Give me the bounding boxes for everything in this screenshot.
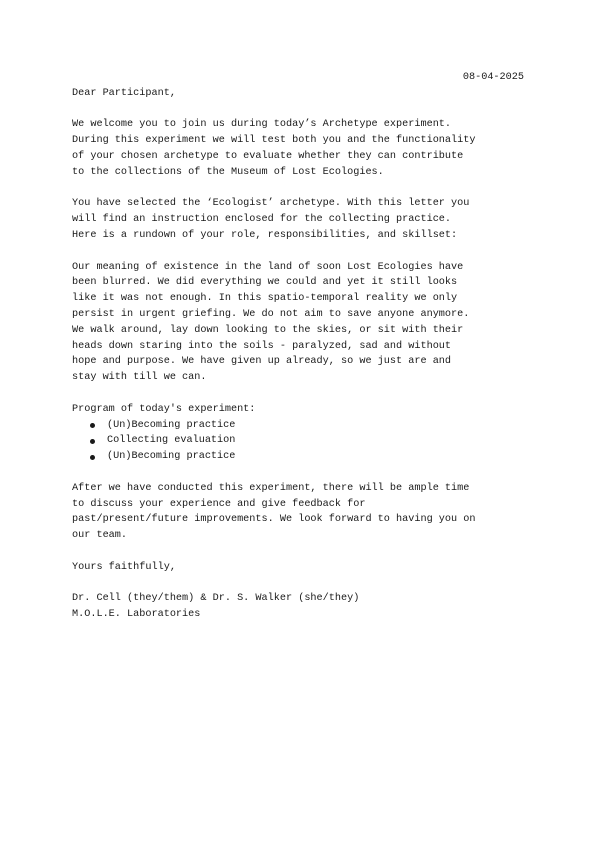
- paragraph-line: been blurred. We did everything we could and yet it still looks: [72, 277, 458, 289]
- paragraph-line: We walk around, lay down looking to the skies, or sit with their: [72, 324, 464, 336]
- paragraph-line: to the collections of the Museum of Lost Ecologies.: [72, 166, 384, 178]
- paragraph-line: Our meaning of existence in the land of soon Lost Ecologies have: [72, 261, 464, 273]
- bullet-icon: [90, 455, 95, 460]
- signature-organization: M.O.L.E. Laboratories: [72, 609, 201, 621]
- paragraph-line: like it was not enough. In this spatio-temporal reality we only: [72, 293, 458, 305]
- paragraph-line: will find an instruction enclosed for the collecting practice.: [72, 214, 452, 226]
- signature-names: Dr. Cell (they/them) & Dr. S. Walker (she/they): [72, 593, 360, 605]
- salutation-text: Dear Participant,: [72, 87, 176, 99]
- paragraph-line: of your chosen archetype to evaluate whether they can contribute: [72, 150, 464, 162]
- list-item-label: (Un)Becoming practice: [107, 419, 236, 431]
- list-item-label: (Un)Becoming practice: [107, 451, 236, 463]
- closing-text: Yours faithfully,: [72, 561, 176, 573]
- program-heading-text: Program of today's experiment:: [72, 403, 256, 415]
- signature-block: [72, 591, 524, 623]
- paragraph-line: to discuss your experience and give feedback for: [72, 498, 366, 510]
- feedback-paragraph: [72, 481, 524, 544]
- bullet-icon: [90, 423, 95, 428]
- paragraph-line: our team.: [72, 530, 128, 542]
- archetype-paragraph: [72, 196, 524, 243]
- list-item: [72, 433, 524, 449]
- paragraph-line: persist in urgent griefing. We do not aim to save anyone anymore.: [72, 308, 470, 320]
- list-item: [72, 449, 524, 465]
- paragraph-line: During this experiment we will test both you and the functionality: [72, 135, 476, 147]
- paragraph-line: Here is a rundown of your role, responsibilities, and skillset:: [72, 229, 458, 241]
- role-paragraph: [72, 260, 524, 386]
- paragraph-line: After we have conducted this experiment, there will be ample time: [72, 482, 470, 494]
- program-heading: [72, 402, 524, 418]
- salutation: [72, 86, 524, 102]
- list-item: [72, 418, 524, 434]
- letter-body: [72, 70, 524, 623]
- paragraph-line: hope and purpose. We have given up already, so we just are and: [72, 356, 452, 368]
- program-list: [72, 418, 524, 465]
- bullet-icon: [90, 439, 95, 444]
- paragraph-line: We welcome you to join us during today’s Archetype experiment.: [72, 119, 452, 131]
- paragraph-line: stay with till we can.: [72, 372, 207, 384]
- letter-date: 08-04-2025: [462, 72, 524, 83]
- paragraph-line: past/present/future improvements. We look forward to having you on: [72, 514, 476, 526]
- paragraph-line: You have selected the ‘Ecologist’ archetype. With this letter you: [72, 198, 470, 210]
- list-item-label: Collecting evaluation: [107, 435, 236, 447]
- closing: [72, 560, 524, 576]
- intro-paragraph: [72, 117, 524, 180]
- paragraph-line: heads down staring into the soils - paralyzed, sad and without: [72, 340, 452, 352]
